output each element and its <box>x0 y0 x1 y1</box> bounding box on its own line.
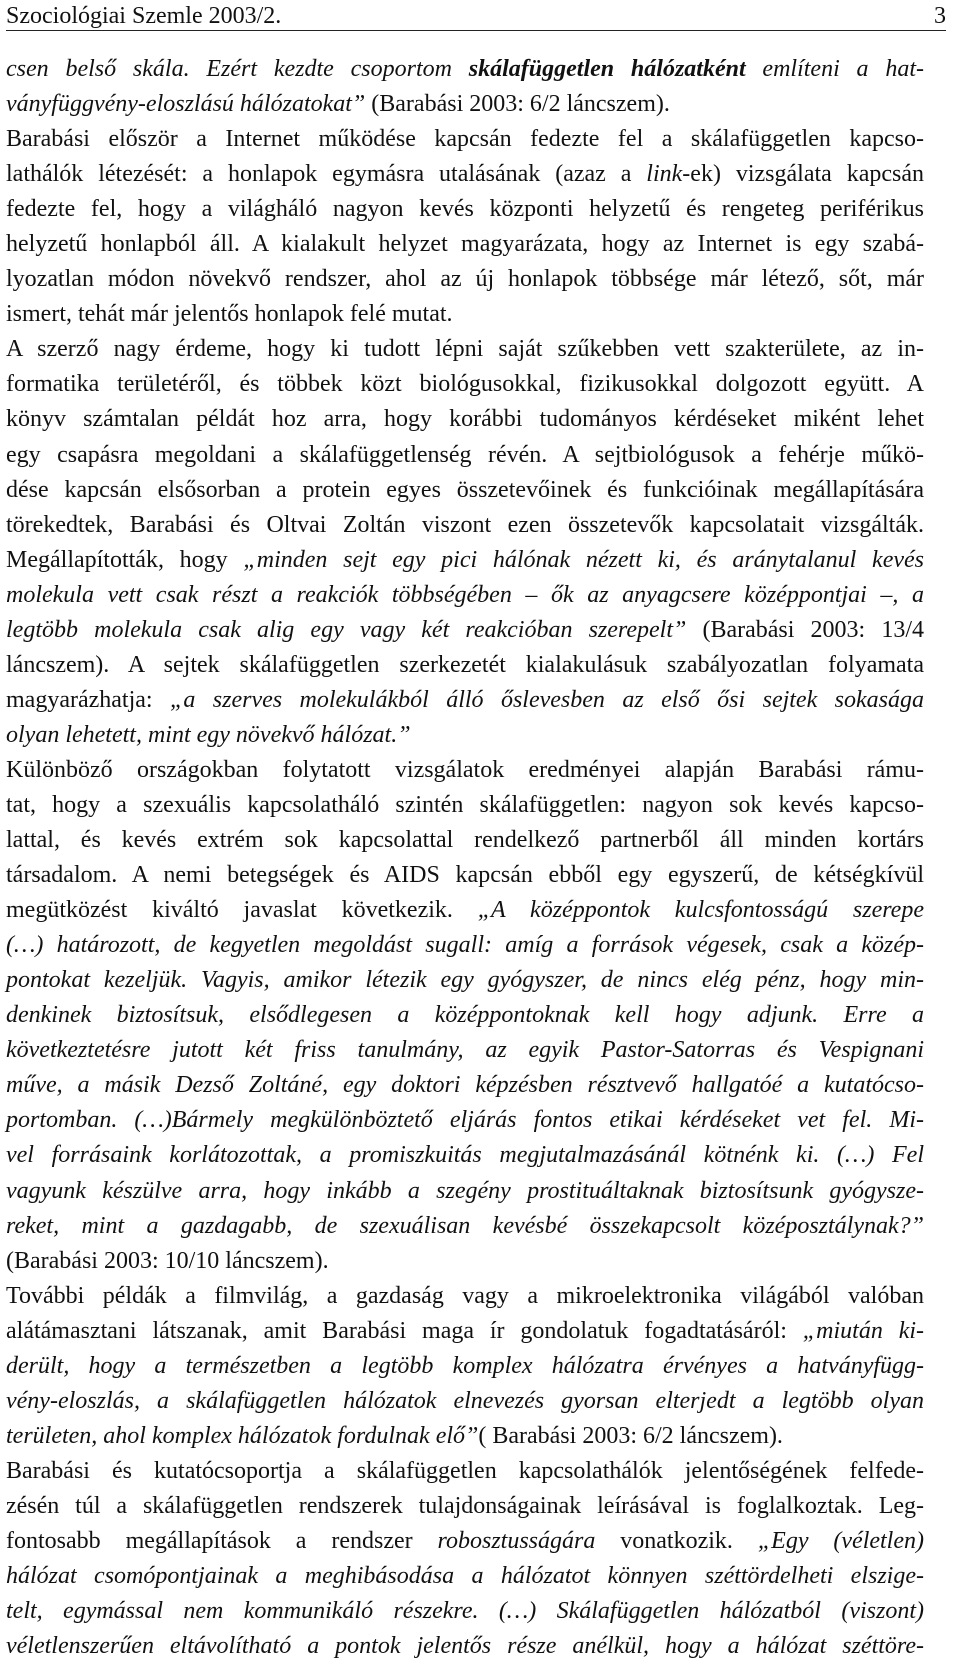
text-segment: -ek) vizsgálata kapcsán <box>682 161 924 188</box>
text-segment: reket, mint a gazdagabb, de szexuálisan kevésbé összekapcsolt középosztálynak?” <box>6 1212 924 1239</box>
text-segment: hálózat csomópontjainak a meghibásodása a hálózatot könnyen széttördelheti elszige- <box>6 1563 924 1590</box>
text-line <box>6 998 924 1033</box>
text-line <box>6 1209 924 1244</box>
text-segment: Barabási először a Internet működése kapcsán fedezte fel a skálafüggetlen kapcso- <box>6 126 924 153</box>
text-segment: „Egy (véletlen) <box>757 1527 924 1554</box>
text-segment: vagyunk készülve arra, hogy inkább a szegény prostituáltaknak biztosítsunk gyógysze- <box>6 1177 924 1204</box>
text-segment: olyan lehetett, mint egy növekvő hálózat.” <box>6 721 411 748</box>
text-segment: dése kapcsán elsősorban a protein egyes összetevőinek és funkcióinak megállapítására <box>6 476 924 503</box>
text-segment: „a szerves molekulákból álló őslevesben az első ősi sejtek sokasága <box>170 686 924 713</box>
text-segment: társadalom. A nemi betegségek és AIDS kapcsán ebből egy egyszerű, de kétségkívül <box>6 862 924 889</box>
text-segment: link <box>646 161 683 188</box>
text-segment: pontokat kezeljük. Vagyis, amikor létezik egy gyógyszer, de nincs elég pénz, hogy min- <box>6 967 924 994</box>
text-line <box>6 1279 924 1314</box>
text-segment: törekedtek, Barabási és Oltvai Zoltán viszont ezen összetevők kapcsolatait vizsgálták. <box>6 511 924 538</box>
text-line <box>6 718 924 753</box>
text-segment: fontosabb megállapítások a rendszer <box>6 1527 438 1554</box>
text-segment: helyzetű honlapból áll. A kialakult helyzet magyarázata, hogy az Internet is egy szabá- <box>6 231 924 258</box>
text-line <box>6 1068 924 1103</box>
text-line <box>6 508 924 543</box>
text-segment: skálafüggetlen hálózatként <box>468 56 746 82</box>
text-segment: megütközést kiváltó javaslat következik. <box>6 897 478 924</box>
text-segment: tat, hogy a szexuális kapcsolatháló szintén skálafüggetlen: nagyon sok kevés kapcso- <box>6 791 924 818</box>
text-segment: A szerző nagy érdeme, hogy ki tudott lépni saját szűkebben vett szakterülete, az in- <box>6 336 924 363</box>
text-line <box>6 262 924 297</box>
text-segment: molekula vett csak részt a reakciók többségében – ők az anyagcsere középpontjai –, a <box>6 581 924 608</box>
text-line <box>6 1244 924 1279</box>
text-segment: ványfüggvény-eloszlású hálózatokat” <box>6 91 366 118</box>
text-line <box>6 227 924 262</box>
text-segment: További példák a filmvilág, a gazdaság vagy a mikroelektronika világából valóban <box>6 1282 924 1309</box>
text-segment: műve, a másik Dezső Zoltáné, egy doktori képzésben résztvevő hallgatóé a kutatócso- <box>6 1072 924 1099</box>
text-line <box>6 648 924 683</box>
text-line <box>6 1314 924 1349</box>
text-line <box>6 683 924 718</box>
text-line <box>6 1349 924 1384</box>
text-segment: vel forrásaink korlátozottak, a promiszkuitás megjutalmazásánál kötnénk ki. (…) Fel <box>6 1142 924 1169</box>
text-line <box>6 1454 924 1489</box>
text-line <box>6 1174 924 1209</box>
text-line <box>6 87 924 122</box>
text-segment: Megállapították, hogy <box>6 546 244 573</box>
journal-title: Szociológiai Szemle 2003/2. <box>6 3 282 29</box>
text-segment: csen belső skála. Ezért kezdte csoportom <box>6 56 469 82</box>
text-segment: (Barabási 2003: 6/2 láncszem). <box>365 91 670 118</box>
text-segment: lattal, és kevés extrém sok kapcsolattal rendelkező partnerből áll minden kortárs <box>6 827 924 854</box>
text-line <box>6 543 924 578</box>
text-segment: derült, hogy a természetben a legtöbb komplex hálózatra érvényes a hatványfügg- <box>6 1352 924 1379</box>
text-segment: „A középpontok kulcsfontosságú szerepe <box>477 897 924 924</box>
text-segment: formatika területéről, és többek közt biológusokkal, fizikusokkal dolgozott együtt. A <box>6 371 924 398</box>
text-line <box>6 893 924 928</box>
text-segment: területen, ahol komplex hálózatok fordulnak elő” <box>6 1422 479 1449</box>
text-segment: ( Barabási 2003: 6/2 láncszem). <box>478 1422 783 1449</box>
text-segment: Barabási és kutatócsoportja a skálafüggetlen kapcsolathálók jelentőségének felfede- <box>6 1457 924 1484</box>
text-segment: láncszem). A sejtek skálafüggetlen szerkezetét kialakulásuk szabályozatlan folyamata <box>6 651 924 678</box>
text-segment: „minden sejt egy pici hálónak nézett ki, és aránytalanul kevés <box>243 546 924 573</box>
text-line <box>6 613 924 648</box>
text-line <box>6 1419 924 1454</box>
text-segment: Különböző országokban folytatott vizsgálatok eredményei alapján Barabási rámu- <box>6 756 924 783</box>
text-segment: lathálók létezését: a honlapok egymásra utalásának (azaz a <box>6 161 647 188</box>
text-segment: magyarázhatja: <box>6 686 170 713</box>
text-line <box>6 788 924 823</box>
text-line <box>6 1594 924 1629</box>
running-header <box>6 2 946 31</box>
text-segment: fedezte fel, hogy a világháló nagyon kevés központi helyzetű és rengeteg periférikus <box>6 196 924 223</box>
text-segment: denkinek biztosítsuk, elsődlegesen a középpontoknak kell hogy adjunk. Erre a <box>6 1002 924 1029</box>
text-segment: legtöbb molekula csak alig egy vagy két reakcióban szerepelt” <box>6 616 687 643</box>
text-line <box>6 402 924 437</box>
text-line <box>6 578 924 613</box>
text-line <box>6 122 924 157</box>
text-line <box>6 1629 924 1664</box>
text-segment: alátámasztani látszanak, amit Barabási maga ír gondolatuk fogadtatásáról: <box>6 1317 803 1344</box>
text-segment: robosztusságára <box>437 1527 596 1554</box>
text-segment: „miután ki- <box>802 1317 925 1344</box>
text-segment: ismert, tehát már jelentős honlapok felé mutat. <box>6 301 453 328</box>
text-segment: említeni a hat- <box>745 56 925 82</box>
text-line <box>6 1524 924 1559</box>
text-segment: (…) határozott, de kegyetlen megoldást sugall: amíg a források végesek, csak a közép- <box>6 932 924 959</box>
text-segment: (Barabási 2003: 13/4 <box>686 616 924 643</box>
text-segment: véletlenszerűen eltávolítható a pontok jelentős része anélkül, hogy a hálózat széttöre- <box>6 1633 924 1660</box>
text-segment: telt, egymással nem kommunikáló részekre. (…) Skálafüggetlen hálózatból (viszont) <box>6 1598 924 1625</box>
text-segment: lyozatlan módon növekvő rendszer, ahol az új honlapok többsége már létező, sőt, már <box>6 266 924 293</box>
text-line <box>6 963 924 998</box>
text-line <box>6 52 924 87</box>
text-line <box>6 753 924 788</box>
text-line <box>6 192 924 227</box>
text-line <box>6 332 924 367</box>
text-line <box>6 157 924 192</box>
text-line <box>6 928 924 963</box>
text-line <box>6 473 924 508</box>
text-line <box>6 858 924 893</box>
text-line <box>6 1559 924 1594</box>
article-body <box>6 52 924 1664</box>
text-segment: könyv számtalan példát hoz arra, hogy korábbi tudományos kérdéseket miként lehet <box>6 406 924 433</box>
text-segment: portomban. (…)Bármely megkülönböztető eljárás fontos etikai kérdéseket vet fel. Mi- <box>6 1107 924 1134</box>
text-line <box>6 1138 924 1173</box>
text-segment: következtetésre jutott két friss tanulmány, az egyik Pastor-Satorras és Vespignani <box>6 1037 924 1064</box>
text-line <box>6 1489 924 1524</box>
text-segment: zésén túl a skálafüggetlen rendszerek tulajdonságainak leírásával is foglalkoztak. Leg- <box>6 1492 924 1519</box>
page-number: 3 <box>934 3 946 29</box>
text-line <box>6 823 924 858</box>
text-segment: egy csapásra megoldani a skálafüggetlenség révén. A sejtbiológusok a fehérje műkö- <box>6 441 924 468</box>
text-segment: vény-eloszlás, a skálafüggetlen hálózatok elnevezés gyorsan elterjedt a legtöbb olyan <box>6 1387 924 1414</box>
text-line <box>6 1384 924 1419</box>
text-line <box>6 297 924 332</box>
text-line <box>6 1103 924 1138</box>
text-line <box>6 1033 924 1068</box>
text-line <box>6 438 924 473</box>
text-line <box>6 367 924 402</box>
text-segment: (Barabási 2003: 10/10 láncszem). <box>6 1247 329 1274</box>
text-segment: vonatkozik. <box>595 1527 758 1554</box>
